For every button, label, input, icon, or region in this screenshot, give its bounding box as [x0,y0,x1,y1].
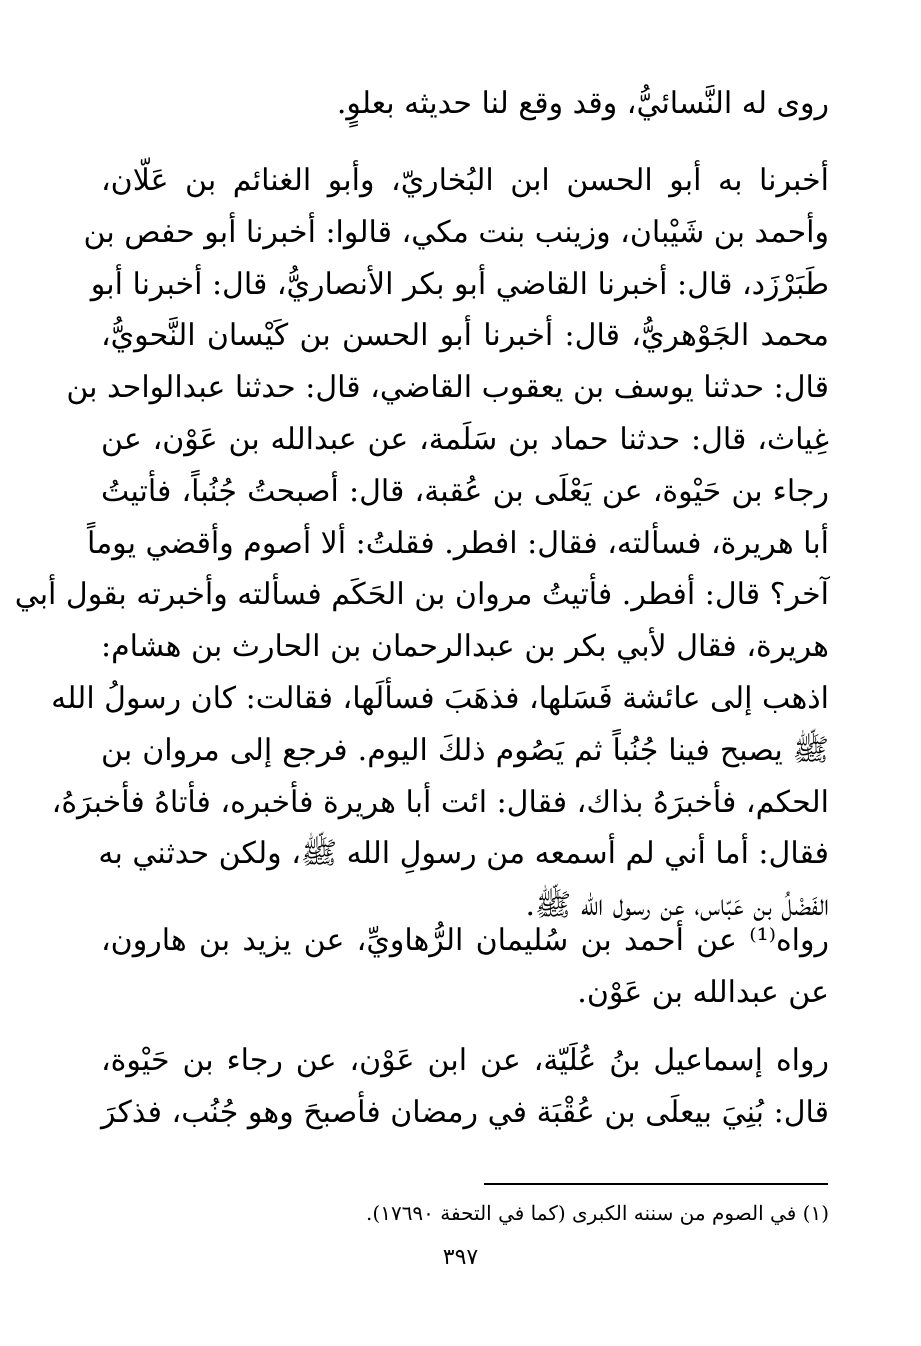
paragraph-2 [14,155,829,932]
text-line: محمد الجَوْهريُّ، قال: أخبرنا أبو الحسن بن كَيْسان النَّحويُّ، [101,318,829,354]
text-line: غِياث، قال: حدثنا حماد بن سَلَمة، عن عبدالله بن عَوْن، عن [101,421,829,457]
text-line: رواه⁽¹⁾ عن أحمد بن سُليمان الرُّهاويِّ، عن يزيد بن هارون، [101,923,829,958]
text-line: طَبَرْزَد، قال: أخبرنا القاضي أبو بكر الأنصاريُّ، قال: أخبرنا أبو [90,266,829,302]
text-line: اذهب إلى عائشة فَسَلها، فذهَبَ فسألَها، فقالت: كان رسولُ الله [51,680,829,716]
text-line: وأحمد بن شَيْبان، وزينب بنت مكي، قالوا: أخبرنا أبو حفص بن [83,214,829,250]
text-line: أبا هريرة، فسألته، فقال: افطر. فقلتُ: ألا أصوم وأقضي يوماً [86,525,829,561]
text-line: قال: بُنِيَ بيعلَى بن عُقْبَة في رمضان فأصبحَ وهو جُنُب، فذكرَ [101,1094,829,1130]
footnote-divider [484,1183,828,1185]
text-line: آخر؟ قال: أفطر. فأتيتُ مروان بن الحَكَم فسألته وأخبرته بقول أبي [14,577,829,613]
paragraph-4 [101,1035,829,1139]
text-line: روى له النَّسائيُّ، وقد وقع لنا حديثه بعلوٍ. [336,86,829,121]
text-line: عن عبدالله بن عَوْن. [577,974,829,1010]
footnote: (١) في الصوم من سننه الكبرى (كما في التحفة ١٧٦٩٠). [366,1201,829,1225]
text-line: رجاء بن حَيْوة، عن يَعْلَى بن عُقبة، قال: أصبحتُ جُنُباً، فأتيتُ [101,473,829,509]
text-line: رواه إسماعيل بنُ عُلَيّة، عن ابن عَوْن، عن رجاء بن حَيْوة، [101,1043,829,1078]
text-line: قال: حدثنا يوسف بن يعقوب القاضي، قال: حدثنا عبدالواحد بن [66,370,829,406]
page-number: ٣٩٧ [442,1245,479,1270]
text-line: أخبرنا به أبو الحسن ابن البُخاريّ، وأبو الغنائم بن عَلّان، [101,163,829,198]
text-line: فقال: أما أني لم أسمعه من رسولِ الله ﷺ، ولكن حدثني به [98,836,829,872]
text-line: الحكم، فأخبرَهُ بذاك، فقال: ائت أبا هريرة فأخبره، فأتاهُ فأخبرَهُ، [51,784,829,820]
text-line: الفَضْلُ بن عَبّاس، عن رسول الله ﷺ. [525,888,829,924]
paragraph-3 [101,915,829,1019]
text-line: هريرة، فقال لأبي بكر بن عبدالرحمان بن الحارث بن هشام: [101,629,829,665]
text-line: ﷺ يصبح فينا جُنُباً ثم يَصُوم ذلكَ اليوم. فرجع إلى مروان بن [101,732,829,768]
paragraph-1 [101,78,829,130]
